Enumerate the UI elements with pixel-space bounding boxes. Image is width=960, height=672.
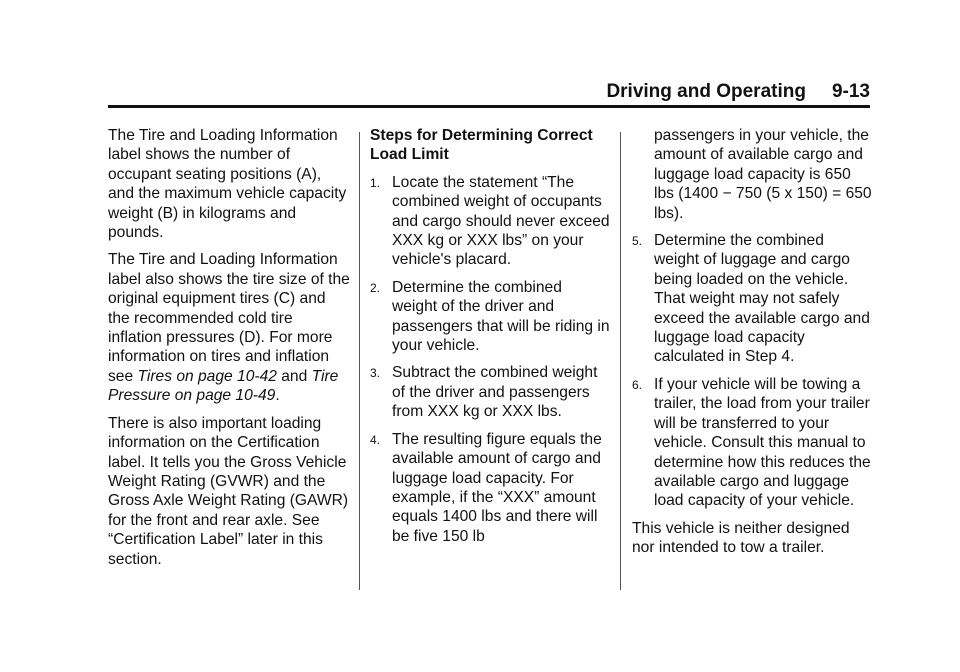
paragraph-tire-info (108, 250, 350, 405)
step-item (632, 375, 872, 511)
step-number: 5. (632, 234, 643, 249)
step-item (370, 430, 610, 546)
paragraph-text: The Tire and Loading Information label also shows the tire size of the original equipment tires (C) and the recommended cold tire inflation pressures (D). For more information on tires and inflation see (108, 251, 350, 385)
step-item (370, 278, 610, 356)
step-number: 1. (370, 175, 381, 190)
header-rule (108, 105, 870, 108)
step-text: If your vehicle will be towing a trailer, the load from your trailer will be transferred to your vehicle. Consult this manual to determine how this reduces the available cargo and luggage load capacity of your vehicle. (654, 375, 871, 510)
step-text: The resulting figure equals the available amount of cargo and luggage load capacity. For example, if the “XXX” amount equals 1400 lbs and there will be five 150 lb (392, 430, 602, 545)
step-number: 6. (632, 377, 643, 392)
column-2 (370, 126, 610, 554)
link-tire-pressure[interactable]: Tire Pressure on page 10-49 (108, 367, 339, 405)
paragraph-text: . (275, 387, 280, 405)
section-heading: Steps for Determining Correct Load Limit (370, 127, 593, 164)
link-tires[interactable]: Tires on page 10-42 (137, 367, 277, 385)
step-text: Determine the combined weight of the driver and passengers that will be riding in your vehicle. (392, 278, 610, 355)
column-3 (632, 126, 872, 566)
step-text: Determine the combined weight of luggage and cargo being loaded on the vehicle. That weight may not safely exceed the available cargo and luggage load capacity calculated in Step 4. (654, 232, 870, 366)
page-header (108, 80, 870, 104)
step-text: Locate the statement “The combined weight of occupants and cargo should never exceed XXX kg or XXX lbs” on your vehicle's placard. (392, 173, 610, 269)
step-item (370, 173, 610, 270)
step-continuation: passengers in your vehicle, the amount of available cargo and luggage load capacity is 650 lbs (1400 − 750 (5 x 150) = 650 lbs). (654, 127, 872, 222)
column-1 (108, 126, 350, 577)
paragraph-certification: There is also important loading information on the Certification label. It tells you the Gross Vehicle Weight Rating (GVWR) and the Gross Axle Weight Rating (GAWR) for the front and rear axle. See “Certification Label” later in this section. (108, 414, 349, 568)
section-title: Driving and Operating (606, 81, 806, 102)
paragraph-label-info: The Tire and Loading Information label shows the number of occupant seating positions (A), and the maximum vehicle capacity weight (B) in kilograms and pounds. (108, 127, 347, 242)
paragraph-towing-note: This vehicle is neither designed nor intended to tow a trailer. (632, 519, 850, 557)
step-number: 3. (370, 366, 381, 381)
step-item (632, 231, 872, 367)
step-item (370, 363, 610, 421)
step-number: 2. (370, 280, 381, 295)
column-divider-1 (359, 132, 360, 590)
page-number: 9-13 (831, 81, 870, 102)
step-number: 4. (370, 432, 381, 447)
column-divider-2 (620, 132, 621, 590)
paragraph-text: and (276, 367, 312, 385)
step-text: Subtract the combined weight of the driver and passengers from XXX kg or XXX lbs. (392, 364, 598, 421)
